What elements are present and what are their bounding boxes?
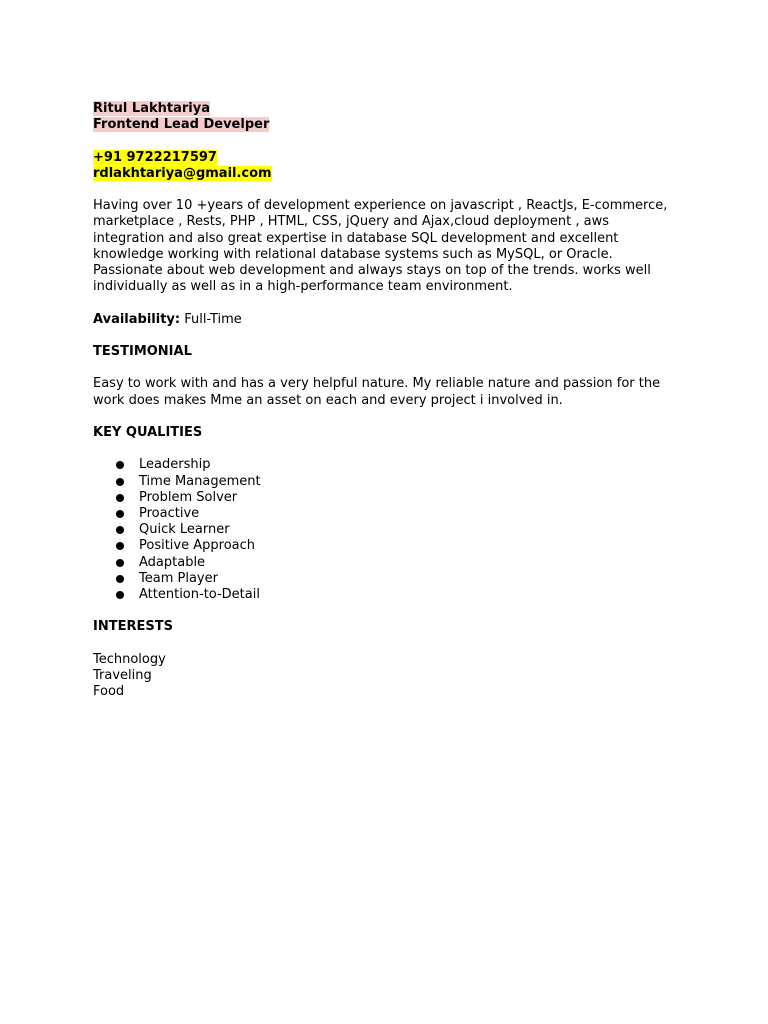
quality-label: Proactive xyxy=(139,505,200,521)
bullet-icon xyxy=(116,478,124,486)
summary-line: integration and also great expertise in database SQL development and excellent xyxy=(93,230,619,246)
summary-line: marketplace , Rests, PHP , HTML, CSS, jQuery and Ajax,cloud deployment , aws xyxy=(93,214,610,230)
quality-label: Leadership xyxy=(139,457,211,473)
resume-content xyxy=(93,101,693,700)
quality-item xyxy=(93,490,693,506)
email-line xyxy=(93,166,693,182)
quality-item xyxy=(93,538,693,554)
bullet-icon xyxy=(116,542,124,550)
spacer xyxy=(93,441,693,457)
interest-item: Food xyxy=(93,684,125,700)
quality-label: Quick Learner xyxy=(139,522,230,538)
quality-item xyxy=(93,457,693,473)
bullet-icon xyxy=(116,526,124,534)
quality-item xyxy=(93,522,693,538)
summary-line: individually as well as in a high-performance team environment. xyxy=(93,279,513,295)
email-address: rdlakhtariya@gmail.com xyxy=(93,165,272,181)
bullet-icon xyxy=(116,559,124,567)
spacer xyxy=(93,636,693,652)
quality-item xyxy=(93,555,693,571)
bullet-icon xyxy=(116,510,124,518)
spacer xyxy=(93,295,693,311)
summary-line: knowledge working with relational database systems such as MySQL, or Oracle. xyxy=(93,246,613,262)
quality-item xyxy=(93,474,693,490)
spacer xyxy=(93,182,693,198)
job-title: Frontend Lead Develper xyxy=(93,117,270,133)
summary-line: Passionate about web development and always stays on top of the trends. works well xyxy=(93,263,651,278)
summary-line: Having over 10 +years of development experience on javascript , ReactJs, E-commerce, xyxy=(93,198,668,214)
interest-item: Traveling xyxy=(93,667,152,683)
summary-paragraph xyxy=(93,198,693,295)
bullet-icon xyxy=(116,461,124,469)
quality-label: Time Management xyxy=(139,473,261,489)
key-qualities-heading: KEY QUALITIES xyxy=(93,424,203,440)
interests-heading: INTERESTS xyxy=(93,619,173,635)
availability-line xyxy=(93,312,693,328)
bullet-icon xyxy=(116,591,124,599)
availability-label: Availability: xyxy=(93,311,181,327)
bullet-icon xyxy=(116,494,124,502)
phone-number: +91 9722217597 xyxy=(93,149,217,165)
spacer xyxy=(93,409,693,425)
spacer xyxy=(93,603,693,619)
quality-item xyxy=(93,587,693,603)
job-title-line xyxy=(93,117,693,133)
testimonial-line: Easy to work with and has a very helpful nature. My reliable nature and passion for the xyxy=(93,376,661,392)
quality-item xyxy=(93,506,693,522)
quality-label: Adaptable xyxy=(139,554,206,570)
quality-label: Problem Solver xyxy=(139,489,238,505)
spacer xyxy=(93,133,693,149)
quality-label: Attention-to-Detail xyxy=(139,586,260,602)
quality-item xyxy=(93,571,693,587)
spacer xyxy=(93,328,693,344)
availability-value: Full-Time xyxy=(184,311,242,327)
phone-line xyxy=(93,150,693,166)
interests-list xyxy=(93,652,693,701)
testimonial-heading: TESTIMONIAL xyxy=(93,343,192,359)
key-qualities-list xyxy=(93,457,693,603)
candidate-name: Ritul Lakhtariya xyxy=(93,101,210,116)
quality-label: Team Player xyxy=(139,570,218,586)
candidate-name-line xyxy=(93,101,693,117)
spacer xyxy=(93,360,693,376)
interest-item: Technology xyxy=(93,651,166,667)
testimonial-paragraph xyxy=(93,376,693,408)
quality-label: Positive Approach xyxy=(139,538,256,554)
testimonial-line: work does makes Mme an asset on each and every project i involved in. xyxy=(93,392,563,408)
bullet-icon xyxy=(116,575,124,583)
